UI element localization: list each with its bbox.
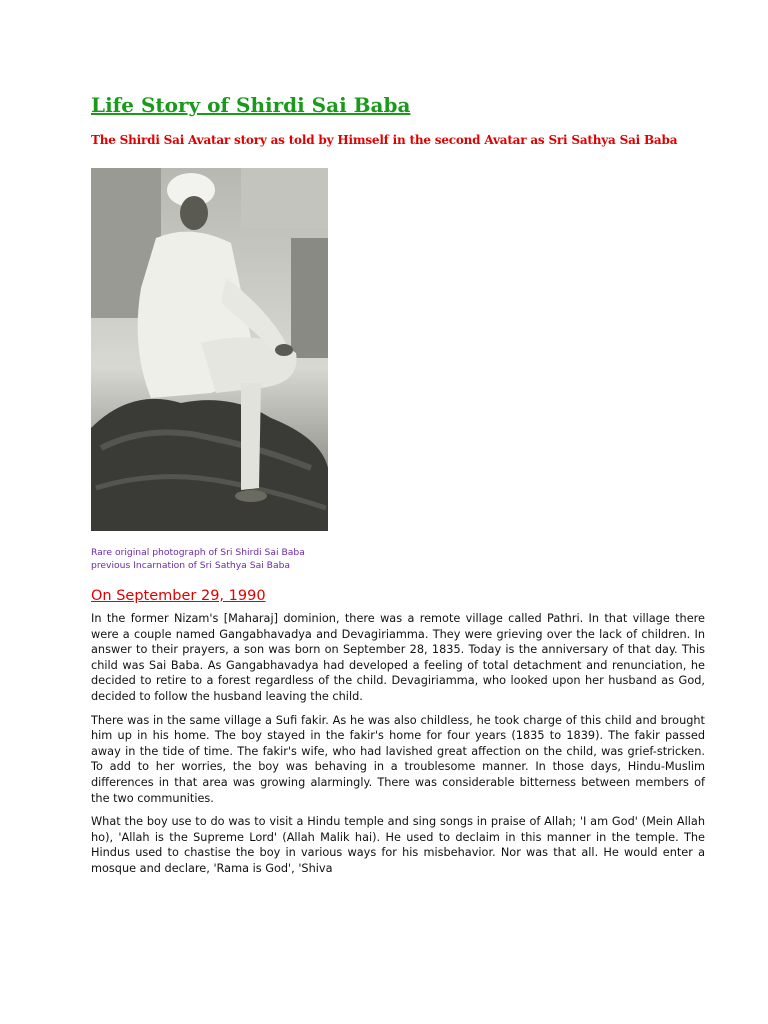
photo-caption-line1: Rare original photograph of Sri Shirdi Sai Baba bbox=[91, 547, 305, 558]
page-subtitle: The Shirdi Sai Avatar story as told by Himself in the second Avatar as Sri Sathya Sai Baba bbox=[91, 133, 678, 147]
sai-baba-photo bbox=[91, 168, 328, 531]
photo-caption bbox=[91, 546, 705, 572]
paragraph: What the boy use to do was to visit a Hindu temple and sing songs in praise of Allah; 'I am God' (Mein Allah ho), 'Allah is the Supreme Lord' (Allah Malik hai). He used to declaim in this manner in the temple. The Hindus used to chastise the boy in various ways for his misbehavior. Nor was that all. He would enter a mosque and declare, 'Rama is God', 'Shiva bbox=[91, 815, 705, 875]
paragraph: There was in the same village a Sufi fakir. As he was also childless, he took charge of this child and brought him up in his home. The boy stayed in the fakir's home for four years (1835 to 1839). The fakir passed away in the tide of time. The fakir's wife, who had lavished great affection on the child, was grief-stricken. To add to her worries, the boy was behaving in a troublesome manner. In those days, Hindu-Muslim differences in that area was growing alarmingly. There was considerable bitterness between members of the two communities. bbox=[91, 713, 705, 805]
section-date-heading: On September 29, 1990 bbox=[91, 588, 266, 604]
paragraph: In the former Nizam's [Maharaj] dominion, there was a remote village called Pathri. In that village there were a couple named Gangabhavadya and Devagiriamma. They were grieving over the lack of children. In answer to their prayers, a son was born on September 28, 1835. Today is the anniversary of that day. This child was Sai Baba. As Gangabhavadya had developed a feeling of total detachment and renunciation, he decided to retire to a forest regardless of the child. Devagiriamma, who looked upon her husband as God, decided to follow the husband leaving the child. bbox=[91, 612, 705, 703]
article bbox=[91, 90, 705, 877]
photo-caption-line2: previous Incarnation of Sri Sathya Sai Baba bbox=[91, 560, 291, 571]
page-title: Life Story of Shirdi Sai Baba bbox=[91, 93, 411, 117]
